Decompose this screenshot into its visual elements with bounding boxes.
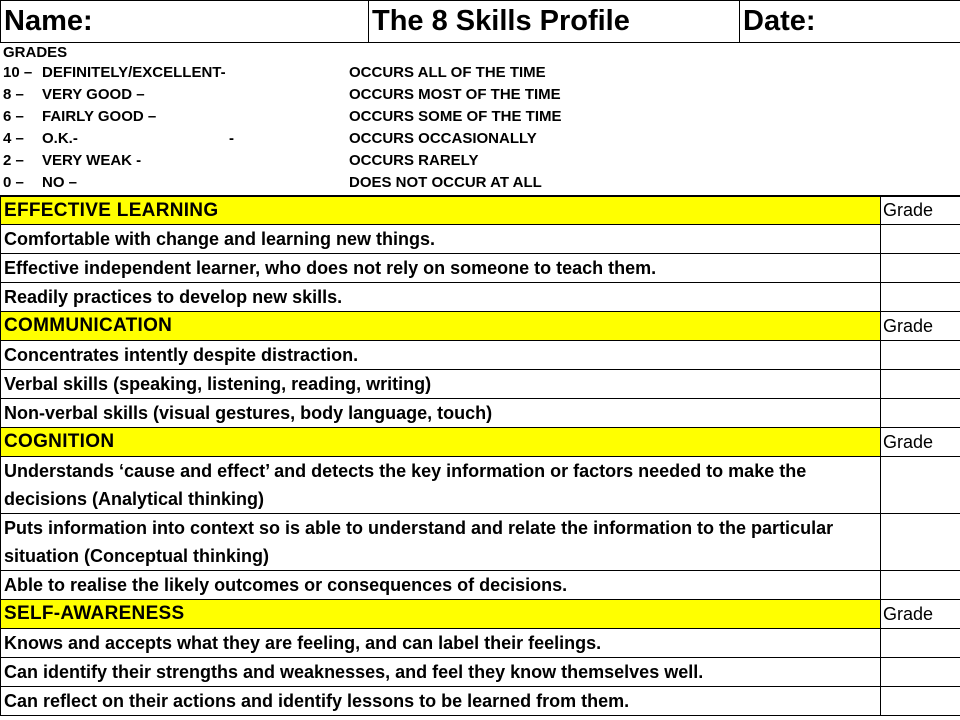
skill-description: Can reflect on their actions and identify lessons to be learned from them.	[1, 687, 881, 716]
section-header-row	[1, 600, 960, 629]
section-title: COMMUNICATION	[1, 312, 881, 341]
skill-description: Readily practices to develop new skills.	[1, 283, 881, 312]
grade-label: VERY WEAK -	[42, 152, 142, 169]
grade-number: 0 –	[3, 174, 24, 191]
section-header-row	[1, 197, 960, 225]
grade-label: FAIRLY GOOD –	[42, 108, 157, 125]
skill-description: Verbal skills (speaking, listening, reading, writing)	[1, 370, 881, 399]
skill-description: Understands ‘cause and effect’ and detects the key information or factors needed to make the decisions (Analytical thinking)	[1, 457, 881, 514]
grade-row	[3, 108, 953, 130]
skill-description: Comfortable with change and learning new things.	[1, 225, 881, 254]
skill-description: Puts information into context so is able to understand and relate the information to the particular situation (Conceptual thinking)	[1, 514, 881, 571]
page-title: The 8 Skills Profile	[369, 1, 740, 43]
skill-description: Effective independent learner, who does not rely on someone to teach them.	[1, 254, 881, 283]
table-row	[1, 514, 960, 571]
table-row	[1, 225, 960, 254]
grade-row	[3, 86, 953, 108]
grade-row	[3, 130, 953, 152]
grade-cell[interactable]	[881, 341, 960, 370]
grade-label: O.K.-	[42, 130, 78, 147]
grade-cell[interactable]	[881, 370, 960, 399]
grade-cell[interactable]	[881, 399, 960, 428]
grade-column-label: Grade	[881, 428, 960, 457]
skill-description: Able to realise the likely outcomes or consequences of decisions.	[1, 571, 881, 600]
table-row	[1, 370, 960, 399]
grade-number: 6 –	[3, 108, 24, 125]
grade-label: VERY GOOD –	[42, 86, 145, 103]
grade-cell[interactable]	[881, 225, 960, 254]
grade-row	[3, 152, 953, 174]
grade-cell[interactable]	[881, 254, 960, 283]
section-title: EFFECTIVE LEARNING	[1, 197, 881, 225]
skill-description: Concentrates intently despite distraction.	[1, 341, 881, 370]
grade-number: 8 –	[3, 86, 24, 103]
grade-cell[interactable]	[881, 687, 960, 716]
grades-title: GRADES	[3, 44, 68, 61]
grade-number: 2 –	[3, 152, 24, 169]
table-row	[1, 341, 960, 370]
section-header-row	[1, 428, 960, 457]
grade-cell[interactable]	[881, 283, 960, 312]
skill-description: Can identify their strengths and weaknesses, and feel they know themselves well.	[1, 658, 881, 687]
grade-cell[interactable]	[881, 514, 960, 571]
grade-row	[3, 174, 953, 196]
section-header-row	[1, 312, 960, 341]
grade-cell[interactable]	[881, 658, 960, 687]
table-row	[1, 254, 960, 283]
name-label: Name:	[1, 1, 369, 43]
grade-column-label: Grade	[881, 197, 960, 225]
grade-meaning: OCCURS OCCASIONALLY	[349, 130, 537, 147]
header-table	[0, 0, 960, 43]
grade-cell[interactable]	[881, 457, 960, 514]
table-row	[1, 629, 960, 658]
skills-table	[0, 196, 960, 716]
grade-dash: -	[229, 130, 234, 147]
grade-meaning: OCCURS RARELY	[349, 152, 479, 169]
table-row	[1, 399, 960, 428]
grade-label: NO –	[42, 174, 78, 191]
grade-column-label: Grade	[881, 312, 960, 341]
skill-description: Knows and accepts what they are feeling, and can label their feelings.	[1, 629, 881, 658]
grade-cell[interactable]	[881, 571, 960, 600]
grade-meaning: OCCURS SOME OF THE TIME	[349, 108, 562, 125]
table-row	[1, 457, 960, 514]
table-row	[1, 283, 960, 312]
table-row	[1, 571, 960, 600]
grade-column-label: Grade	[881, 600, 960, 629]
grade-number: 4 –	[3, 130, 24, 147]
date-label: Date:	[740, 1, 960, 43]
table-row	[1, 687, 960, 716]
grade-row	[3, 64, 953, 86]
grade-cell[interactable]	[881, 629, 960, 658]
table-row	[1, 658, 960, 687]
grade-number: 10 –	[3, 64, 33, 81]
grade-label: DEFINITELY/EXCELLENT-	[42, 64, 226, 81]
grade-meaning: DOES NOT OCCUR AT ALL	[349, 174, 542, 191]
grade-meaning: OCCURS ALL OF THE TIME	[349, 64, 546, 81]
section-title: SELF-AWARENESS	[1, 600, 881, 629]
skill-description: Non-verbal skills (visual gestures, body language, touch)	[1, 399, 881, 428]
grade-meaning: OCCURS MOST OF THE TIME	[349, 86, 561, 103]
section-title: COGNITION	[1, 428, 881, 457]
grades-legend	[0, 42, 960, 196]
